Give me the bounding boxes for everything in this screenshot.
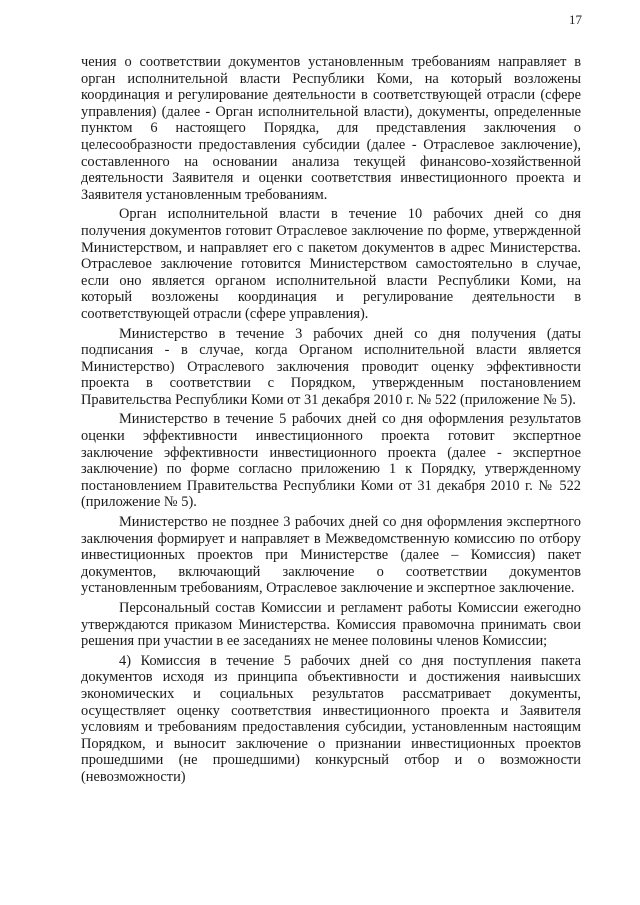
paragraph-item-4: 4) Комиссия в течение 5 рабочих дней со дня поступления пакета документов исходя из принципа объективности и достижения наивысших экономических и социальных результатов рассматривает документы, осуществляет оценку соответствия инвестиционного проекта и Заявителя условиям и требованиям предоставления субсидии, установленным настоящим Порядком, и выносит заключение о признании инвестиционных проектов прошедшими (не прошедшими) конкурсный отбор и о возможности (невозможности): [81, 652, 581, 785]
page-number: 17: [569, 12, 582, 27]
paragraph-expert-conclusion: Министерство в течение 5 рабочих дней со дня оформления результатов оценки эффективности инвестиционного проекта готовит экспертное заключение эффективности инвестиционного проекта (далее - экспертное заключение) по форме согласно приложению 1 к Порядку, утвержденному постановлением Правительства Республики Коми от 31 декабря 2010 г. № 522 (приложение № 5).: [81, 411, 581, 511]
paragraph-continuation: чения о соответствии документов установленным требованиям направляет в орган исполнительной власти Республики Коми, на который возложены координация и регулирование деятельности в соответствующей отрасли (сфере управления) (далее - Орган исполнительной власти), документы, определенные пунктом 6 настоящего Порядка, для представления заключения о целесообразности предоставления субсидии (далее - Отраслевое заключение), составленного на основании анализа текущей финансово-хозяйственной деятельности Заявителя и оценки соответствия инвестиционного проекта и Заявителя установленным требованиям.: [81, 54, 581, 203]
paragraph-commission-package: Министерство не позднее 3 рабочих дней со дня оформления экспертного заключения формирует и направляет в Межведомственную комиссию по отбору инвестиционных проектов при Министерстве (далее – Комиссия) пакет документов, включающий заключение о соответствии документов установленным требованиям, Отраслевое заключение и экспертное заключение.: [81, 514, 581, 597]
paragraph-sector-conclusion: Орган исполнительной власти в течение 10 рабочих дней со дня получения документов готовит Отраслевое заключение по форме, утвержденной Министерством, и направляет его с пакетом документов в адрес Министерства. Отраслевое заключение готовится Министерством самостоятельно в случае, если оно является органом исполнительной власти Республики Коми, на который возложены координация и регулирование деятельности в соответствующей отрасли (сфере управления).: [81, 206, 581, 322]
paragraph-commission-composition: Персональный состав Комиссии и регламент работы Комиссии ежегодно утверждаются приказом Министерства. Комиссия правомочна принимать свои решения при участии в ее заседаниях не менее половины членов Комиссии;: [81, 600, 581, 650]
paragraph-efficiency-assessment: Министерство в течение 3 рабочих дней со дня получения (даты подписания - в случае, когда Органом исполнительной власти является Министерство) Отраслевого заключения проводит оценку эффективности проекта в соответствии с Порядком, утвержденным постановлением Правительства Республики Коми от 31 декабря 2010 г. № 522 (приложение № 5).: [81, 325, 581, 408]
page-body: [81, 54, 581, 789]
